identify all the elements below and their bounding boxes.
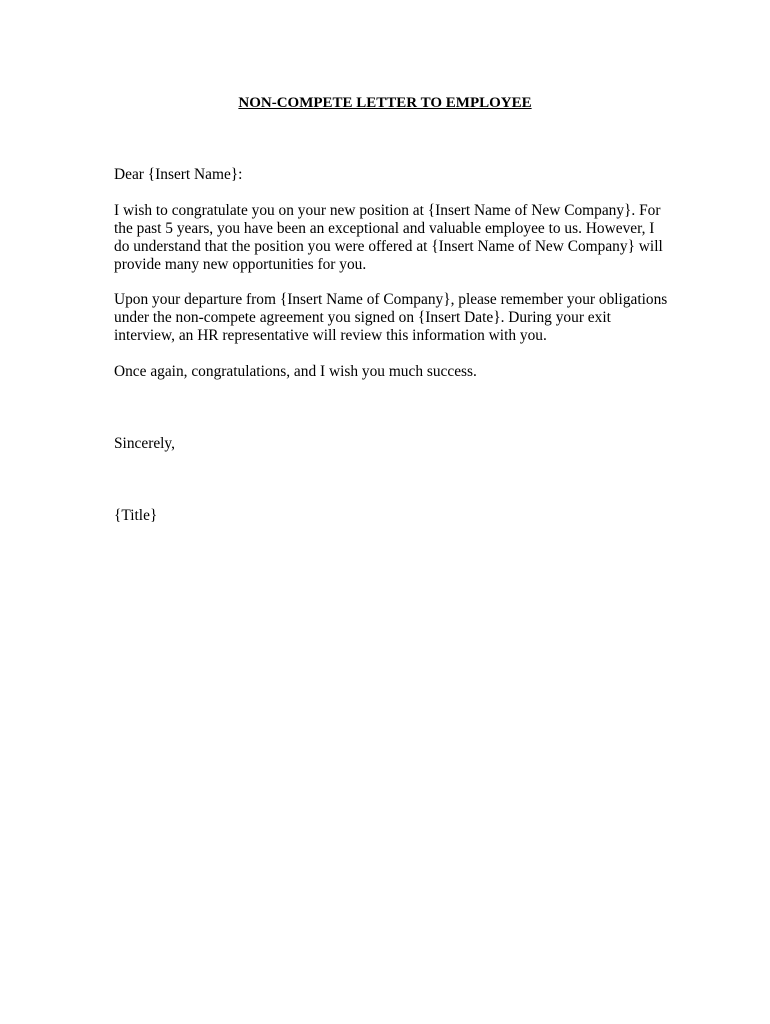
salutation: Dear {Insert Name}: [114,166,243,183]
document-title: NON-COMPETE LETTER TO EMPLOYEE [238,95,532,111]
paragraph-line: the past 5 years, you have been an exceptional and valuable employee to us. However, I [114,220,655,237]
paragraph-line: Upon your departure from {Insert Name of Company}, please remember your obligations [114,291,668,308]
signature-title: {Title} [114,507,158,524]
paragraph-line: do understand that the position you were offered at {Insert Name of New Company} will [114,238,663,255]
closing: Sincerely, [114,435,175,452]
paragraph-line: under the non-compete agreement you signed on {Insert Date}. During your exit [114,309,611,326]
paragraph-line: interview, an HR representative will review this information with you. [114,327,547,344]
paragraph-line: provide many new opportunities for you. [114,256,367,273]
paragraph-line: I wish to congratulate you on your new position at {Insert Name of New Company}. For [114,202,661,219]
paragraph-closing-wish: Once again, congratulations, and I wish you much success. [114,363,477,380]
